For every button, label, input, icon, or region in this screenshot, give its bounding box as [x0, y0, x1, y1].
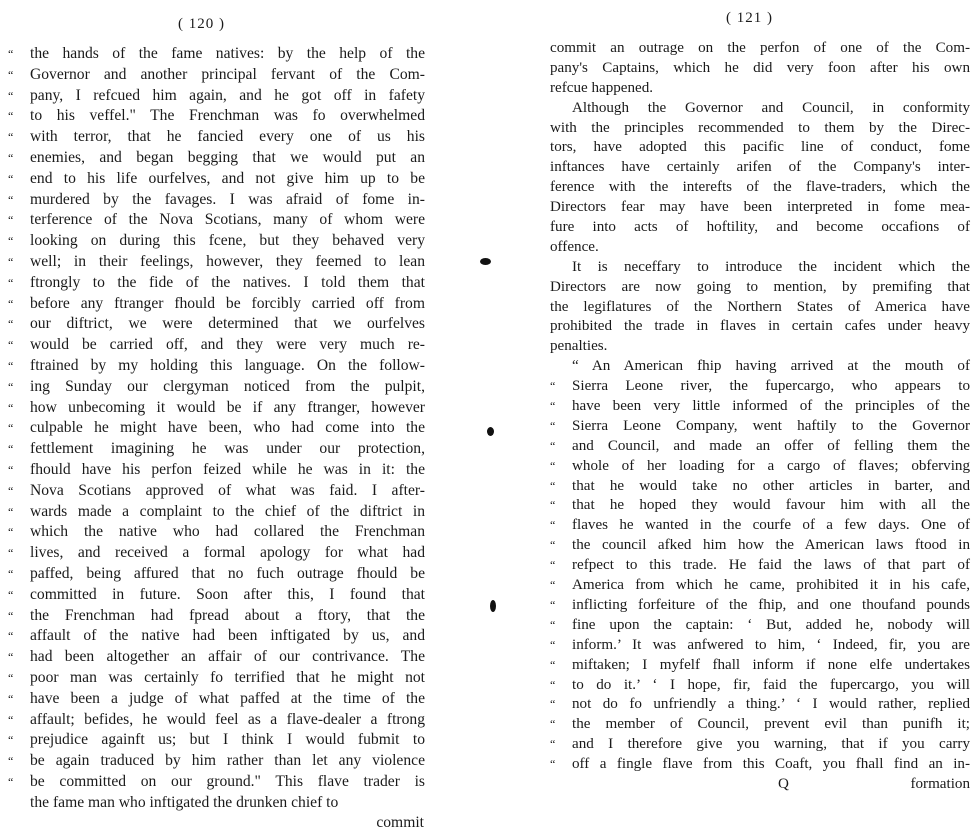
quote-mark: “	[8, 296, 14, 311]
line-text: ing Sunday our clergyman noticed from the pulpit,	[30, 377, 425, 395]
quote-mark: “	[8, 275, 14, 290]
quote-mark: “	[8, 774, 14, 789]
text-line	[550, 298, 972, 318]
quote-mark: “	[8, 358, 14, 373]
line-text: committed in future. Soon after this, I found that	[30, 585, 425, 603]
line-text: Governor and another principal fervant of the Com-	[30, 65, 425, 83]
quote-mark: “	[8, 109, 14, 124]
gutter-ink-blot	[487, 427, 494, 436]
text-line	[8, 647, 428, 668]
text-line	[8, 44, 428, 65]
text-line	[8, 751, 428, 772]
catchword: commit	[376, 814, 424, 832]
quote-mark: “	[550, 697, 556, 712]
line-text: Sierra Leone river, the fupercargo, who appears to	[572, 378, 970, 395]
line-text: Sierra Leone Company, went haftily to the Governor	[572, 417, 970, 434]
quote-mark: “	[8, 88, 14, 103]
line-text: “ An American fhip having arrived at the mouth of	[572, 358, 970, 375]
line-text: miftaken; I myfelf fhall inform if none elfe undertakes	[572, 656, 970, 673]
text-line	[8, 273, 428, 294]
right-page-number: ( 121 )	[726, 10, 773, 26]
line-text: whole of her loading for a cargo of flaves; obferving	[572, 457, 970, 474]
left-page-number: ( 120 )	[178, 16, 225, 32]
line-text: looking on during this fcene, but they behaved very	[30, 232, 425, 250]
quote-mark: “	[550, 418, 556, 433]
text-line	[8, 210, 428, 231]
line-text: inftances have certainly arifen of the Company's inter-	[550, 159, 970, 176]
text-line	[8, 231, 428, 252]
text-line	[550, 377, 972, 397]
text-line	[8, 793, 428, 814]
quote-mark: “	[8, 442, 14, 457]
text-line	[550, 79, 972, 99]
line-text: have been very little informed of the principles of the	[572, 398, 970, 415]
quote-mark: “	[550, 617, 556, 632]
line-text: not do fo unfriendly a thing.’ ‘ I would rather, replied	[572, 696, 970, 713]
line-text: fine upon the captain: ‘ But, added he, nobody will	[572, 616, 970, 633]
text-line	[550, 178, 972, 198]
catchword: formation	[910, 775, 970, 792]
line-text: fhould have his perfon feized while he was in it: the	[30, 460, 425, 478]
line-text: to do it.’ ‘ I hope, fir, faid the fupercargo, you will	[572, 676, 970, 693]
text-line	[550, 417, 972, 437]
text-line	[550, 496, 972, 516]
quote-mark: “	[8, 130, 14, 145]
quote-mark: “	[550, 737, 556, 752]
text-line	[550, 218, 972, 238]
text-line	[8, 398, 428, 419]
line-text: how unbecoming it would be if any ftranger, however	[30, 398, 425, 416]
text-line	[550, 457, 972, 477]
quote-mark: “	[8, 47, 14, 61]
text-line	[550, 596, 972, 616]
line-text: ftrained by my holding this language. On the follow-	[30, 356, 425, 374]
line-text: flaves he wanted in the courfe of a few days. One of	[572, 517, 970, 534]
line-text: Directors are now going to mention, by premifing that	[550, 278, 970, 295]
line-text: ftrongly to the fide of the natives. I told them that	[30, 273, 425, 291]
quote-mark: “	[8, 213, 14, 228]
quote-mark: “	[8, 525, 14, 540]
text-line	[8, 190, 428, 211]
text-line	[550, 616, 972, 636]
line-text: tors, have adopted this pacific line of conduct, fome	[550, 139, 970, 156]
quote-mark: “	[550, 498, 556, 513]
line-text: be committed on our ground." This flave trader is	[30, 772, 425, 790]
text-line	[550, 397, 972, 417]
text-line	[8, 252, 428, 273]
line-text: be again traduced by him rather than let any violence	[30, 752, 425, 770]
quote-mark: “	[8, 67, 14, 82]
line-text: the Frenchman had fpread about a ftory, that the	[30, 606, 425, 624]
line-text: that he would take no other articles in barter, and	[572, 477, 970, 494]
quote-mark: “	[550, 717, 556, 732]
line-text: fure into acts of hoftility, and become occafions of	[550, 219, 970, 236]
text-line	[8, 127, 428, 148]
quote-mark: “	[8, 171, 14, 186]
text-line	[550, 238, 972, 258]
line-text: before any ftranger fhould be forcibly carried off from	[30, 294, 425, 312]
quote-mark: “	[8, 234, 14, 249]
line-text: to his veffel." The Frenchman was fo overwhelmed	[30, 107, 425, 125]
signature-mark: Q	[778, 775, 789, 792]
line-text: have been a judge of what paffed at the time of the	[30, 689, 425, 707]
text-line	[8, 543, 428, 564]
text-line	[550, 556, 972, 576]
quote-mark: “	[8, 566, 14, 581]
line-text: refcue happened.	[550, 79, 654, 96]
line-text: the fame man who inftigated the drunken chief to	[30, 793, 339, 811]
line-text: inform.’ It was anfwered to him, ‘ Indeed, fir, you are	[572, 636, 970, 653]
line-text: affault; befides, he would feel as a flave-dealer a ftrong	[30, 710, 425, 728]
line-text: the hands of the fame natives: by the help of the	[30, 45, 425, 62]
quote-mark: “	[550, 478, 556, 493]
line-text: wards made a complaint to the chief of the diftrict in	[30, 502, 425, 520]
line-text: prohibited the trade in flaves in certain cafes under heavy	[550, 318, 970, 335]
line-text: the council afked him how the American laws ftood in	[572, 537, 970, 554]
right-page-text	[550, 39, 972, 795]
line-text: poor man was certainly fo terrified that he might not	[30, 668, 425, 686]
quote-mark: “	[8, 733, 14, 748]
text-line	[550, 437, 972, 457]
line-text: pany's Captains, which he did very foon after his own	[550, 59, 970, 76]
text-line	[550, 158, 972, 178]
line-text: prejudice againft us; but I think I would fubmit to	[30, 731, 425, 749]
text-line	[8, 439, 428, 460]
quote-mark: “	[8, 317, 14, 332]
text-line	[8, 86, 428, 107]
line-text: pany, I refcued him again, and he got off in fafety	[30, 86, 425, 104]
text-line	[8, 481, 428, 502]
line-text: the legiflatures of the Northern States of America have	[550, 298, 970, 315]
text-line	[550, 357, 972, 377]
text-line	[8, 522, 428, 543]
text-line	[8, 169, 428, 190]
gutter-ink-blot	[480, 258, 491, 265]
text-line	[550, 317, 972, 337]
quote-mark: “	[8, 338, 14, 353]
line-text: enemies, and began begging that we would put an	[30, 148, 425, 166]
line-text: murdered by the favages. I was afraid of fome in-	[30, 190, 425, 208]
line-text: Directors fear may have been interpreted in fome mea-	[550, 199, 970, 216]
quote-mark: “	[8, 629, 14, 644]
quote-mark: “	[8, 400, 14, 415]
quote-mark: “	[8, 379, 14, 394]
text-line	[8, 585, 428, 606]
text-line	[8, 314, 428, 335]
quote-mark: “	[550, 538, 556, 553]
quote-mark: “	[8, 483, 14, 498]
line-text: paffed, being affured that no fuch outrage fhould be	[30, 564, 425, 582]
quote-mark: “	[550, 518, 556, 533]
quote-mark: “	[550, 558, 556, 573]
quote-mark: “	[8, 421, 14, 436]
text-line	[550, 258, 972, 278]
text-line	[8, 106, 428, 127]
text-line	[8, 502, 428, 523]
text-line	[8, 148, 428, 169]
quote-mark: “	[8, 254, 14, 269]
text-line	[550, 39, 972, 59]
line-text: our diftrict, we were determined that we ourfelves	[30, 315, 425, 333]
text-line	[8, 356, 428, 377]
text-line	[550, 536, 972, 556]
text-line	[8, 418, 428, 439]
line-text: terference of the Nova Scotians, many of whom were	[30, 211, 425, 229]
quote-mark: “	[8, 462, 14, 477]
quote-mark: “	[550, 637, 556, 652]
quote-mark: “	[550, 597, 556, 612]
text-line	[550, 656, 972, 676]
quote-mark: “	[8, 650, 14, 665]
text-line	[550, 516, 972, 536]
text-line	[550, 477, 972, 497]
text-line	[550, 337, 972, 357]
quote-mark: “	[550, 677, 556, 692]
line-text: and I therefore give you warning, that if you carry	[572, 736, 970, 753]
quote-mark: “	[550, 438, 556, 453]
text-line	[550, 676, 972, 696]
text-line	[8, 65, 428, 86]
text-line	[8, 772, 428, 793]
quote-mark: “	[8, 587, 14, 602]
line-text: which the native who had collared the Frenchman	[30, 523, 425, 541]
quote-mark: “	[550, 657, 556, 672]
line-text: ference with the interefts of the flave-traders, which the	[550, 179, 970, 196]
text-line	[8, 377, 428, 398]
line-text: the member of Council, prevent evil than punifh it;	[572, 716, 970, 733]
line-text: fettlement imagining he was under our protection,	[30, 440, 425, 458]
line-text: refpect to this trade. He faid the laws of that part of	[572, 557, 970, 574]
line-text: affault of the native had been inftigated by us, and	[30, 627, 425, 645]
page-footer	[550, 775, 972, 795]
text-line	[550, 198, 972, 218]
line-text: with the principles recommended to them by the Direc-	[550, 119, 970, 136]
text-line	[8, 668, 428, 689]
quote-mark: “	[8, 546, 14, 561]
quote-mark: “	[550, 399, 556, 414]
text-line	[8, 294, 428, 315]
line-text: America from which he came, prohibited it in his cafe,	[572, 577, 970, 594]
quote-mark: “	[550, 757, 556, 772]
quote-mark: “	[8, 670, 14, 685]
line-text: would be carried off, and they were very much re-	[30, 336, 425, 354]
text-line	[550, 576, 972, 596]
left-page-text	[8, 44, 428, 834]
quote-mark: “	[8, 712, 14, 727]
line-text: It is neceffary to introduce the incident which the	[572, 258, 970, 275]
quote-mark: “	[550, 458, 556, 473]
line-text: Nova Scotians approved of what was faid. I after-	[30, 481, 425, 499]
line-text: and Council, and made an offer of felling them the	[572, 437, 970, 454]
quote-mark: “	[8, 192, 14, 207]
text-line	[8, 606, 428, 627]
gutter-ink-blot	[490, 600, 496, 612]
text-line	[550, 695, 972, 715]
text-line	[550, 119, 972, 139]
text-line	[8, 689, 428, 710]
quote-mark: “	[8, 754, 14, 769]
text-line	[550, 99, 972, 119]
quote-mark: “	[8, 691, 14, 706]
quote-mark: “	[8, 608, 14, 623]
quote-mark: “	[8, 504, 14, 519]
text-line	[550, 715, 972, 735]
quote-mark: “	[550, 379, 556, 394]
line-text: commit an outrage on the perfon of one of the Com-	[550, 40, 970, 56]
quote-mark: “	[8, 150, 14, 165]
text-line	[550, 278, 972, 298]
text-line	[8, 626, 428, 647]
line-text: that he hoped they would favour him with all the	[572, 497, 970, 514]
line-text: penalties.	[550, 338, 608, 355]
quote-mark: “	[550, 578, 556, 593]
text-line	[8, 564, 428, 585]
text-line	[8, 460, 428, 481]
text-line	[550, 138, 972, 158]
line-text: had been altogether an affair of our contrivance. The	[30, 648, 425, 666]
line-text: with terror, that he fancied every one of us his	[30, 128, 425, 146]
text-line	[550, 59, 972, 79]
line-text: inflicting forfeiture of the fhip, and one thoufand pounds	[572, 596, 970, 613]
line-text: end to his life ourfelves, and not give him up to be	[30, 169, 425, 187]
line-text: off a fingle flave from this Coaft, you fhall find an in-	[572, 756, 970, 773]
text-line	[8, 710, 428, 731]
line-text: Although the Governor and Council, in conformity	[572, 99, 970, 116]
line-text: lives, and received a formal apology for what had	[30, 544, 425, 562]
line-text: offence.	[550, 238, 599, 255]
text-line	[8, 335, 428, 356]
text-line	[8, 730, 428, 751]
line-text: well; in their feelings, however, they feemed to lean	[30, 252, 425, 270]
text-line	[550, 735, 972, 755]
text-line	[550, 755, 972, 775]
line-text: culpable he might have been, who had come into the	[30, 419, 425, 437]
